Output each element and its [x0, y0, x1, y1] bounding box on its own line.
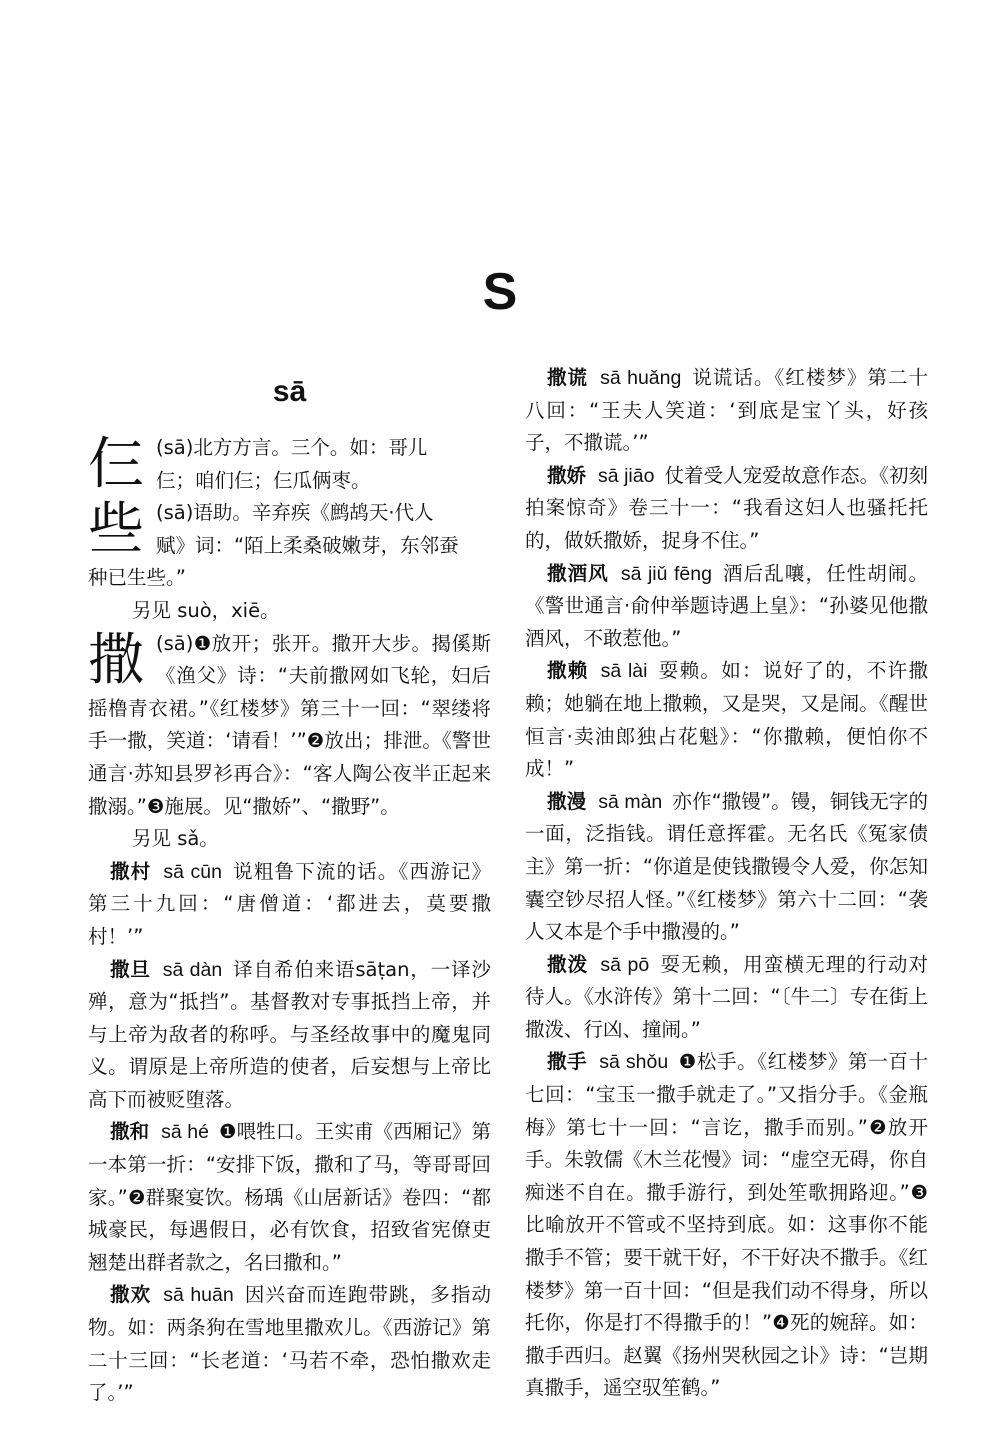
compound-entry	[525, 655, 928, 785]
compound-entry	[525, 460, 928, 558]
compound-entry	[88, 856, 491, 954]
left-column	[88, 362, 491, 1410]
entry-word: 撒欢	[110, 1283, 152, 1307]
entry-definition: 耍无赖，用蛮横无理的行动对待人。《水浒传》第十二回：“〔牛二〕专在街上撒泼、行凶、撞闹。”	[525, 952, 928, 1041]
entry-word: 撒漫	[547, 789, 587, 813]
entry-definition: 因兴奋而连跑带跳，多指动物。如：两条狗在雪地里撒欢儿。《西游记》第二十三回：“长老道：‘马若不牵，恐怕撒欢走了。’”	[88, 1283, 491, 1405]
entry-pinyin: sā pō	[600, 953, 650, 976]
entry-word: 撒娇	[547, 463, 587, 487]
compound-entry	[525, 786, 928, 949]
entry-word: 撒谎	[547, 366, 589, 389]
entry-definition: 说粗鲁下流的话。《西游记》第三十九回：“唐僧道：‘都进去，莫要撒村！’”	[88, 859, 491, 948]
char-entry-sa-three	[88, 432, 491, 497]
entry-definition: 酒后乱嚷，任性胡闹。《警世通言·俞仲举题诗遇上皇》：“孙婆见他撒酒风，不敢惹他。”	[525, 561, 928, 650]
entry-pinyin: sā huān	[163, 1284, 234, 1307]
definition-line: (sā)语助。辛弃疾《鹧鸪天·代人	[156, 501, 434, 525]
compound-entry	[525, 1046, 928, 1405]
definition-line: 仨；咱们仨；仨瓜俩枣。	[156, 468, 371, 492]
entry-pinyin: sā hé	[161, 1121, 209, 1144]
entry-definition: 仗着受人宠爱故意作态。《初刻拍案惊奇》卷三十一：“我看这妇人也骚托托的，做妖撒娇，捉身不住。”	[525, 463, 928, 552]
compound-entry	[525, 362, 928, 460]
entry-definition: ❶喂牲口。王实甫《西厢记》第一本第一折：“安排下饭，撒和了马，等哥哥回家。”❷群聚宴饮。杨瑀《山居新话》卷四：“都城豪民，每遇假日，必有饮食，招致省宪僚吏翘楚出群者款之，名曰撒和。”	[88, 1120, 491, 1274]
compound-entry	[88, 954, 491, 1117]
char-entry-sa-particle	[88, 497, 491, 595]
headword-char: 些	[88, 497, 144, 563]
entry-definition: 耍赖。如：说好了的，不许撒赖；她躺在地上撒赖，又是哭，又是闹。《醒世恒言·卖油郎独占花魁》：“你撒赖，便怕你不成！”	[525, 659, 928, 781]
entry-word: 撒村	[110, 859, 152, 883]
entry-definition: 亦作“撒镘”。镘，铜钱无字的一面，泛指钱。谓任意挥霍。无名氏《冤家债主》第一折：“你道是使钱撒镘令人爱，你怎知囊空钞尽招人怪。”《红楼梦》第六十二回：“袭人又本是个手中撒漫的。”	[525, 789, 928, 944]
entry-word: 撒手	[547, 1050, 588, 1074]
entry-word: 撒泼	[547, 952, 589, 976]
entry-pinyin: sā cūn	[163, 860, 222, 883]
entry-pinyin: sā màn	[598, 790, 663, 813]
syllable-heading: sā	[272, 375, 307, 408]
cross-reference: 另见 sǎ。	[132, 827, 219, 851]
section-letter: S	[482, 263, 518, 321]
headword-char: 撒	[88, 627, 144, 693]
entry-pinyin: sā huǎng	[600, 367, 682, 389]
entry-definition: 说谎话。《红楼梦》第二十八回：“王夫人笑道：‘到底是宝丫头，好孩子，不撒谎。’”	[525, 366, 928, 455]
right-column	[525, 362, 928, 1405]
compound-entry	[88, 1116, 491, 1279]
definition-line: (sā)北方方言。三个。如：哥儿	[156, 436, 428, 459]
entry-pinyin: sā jiǔ fēng	[620, 562, 712, 585]
compound-entry	[88, 1279, 491, 1409]
entry-pinyin: sā shǒu	[599, 1051, 669, 1074]
definition-line: 赋》词：“陌上柔桑破嫩芽，东邻蚕	[156, 533, 459, 557]
entry-pinyin: sā dàn	[162, 958, 223, 981]
entry-word: 撒和	[110, 1120, 150, 1144]
definition-text: (sā)❶放开；张开。撒开大步。揭傒斯《渔父》诗：“夫前撒网如飞轮，妇后摇橹青衣裙。”《红楼梦》第三十一回：“翠缕将手一撒，笑道：‘请看！’”❷放出；排泄。《警世通言·苏知县罗衫再合》：“客人陶公夜半正起来撒溺。”❸施展。见“撒娇”、“撒野”。	[88, 631, 491, 818]
headword-char: 仨	[88, 432, 144, 497]
entry-definition: 译自希伯来语sāṭan，一译沙殚，意为“抵挡”。基督教对专事抵挡上帝，并与上帝为敌者的称呼。与圣经故事中的魔鬼同义。谓原是上帝所造的使者，后妄想与上帝比高下而被贬堕落。	[88, 957, 491, 1111]
entry-definition: ❶松手。《红楼梦》第一百十七回：“宝玉一撒手就走了。”又指分手。《金瓶梅》第七十一回：“言讫，撒手而别。”❷放开手。朱敦儒《木兰花慢》词：“虚空无碍，你自痴迷不自在。撒手游行，到处笙歌拥路迎。”❸比喻放开不管或不坚持到底。如：这事你不能撒手不管；要干就干好，不干好决不撒手。《红楼梦》第一百十回：“但是我们动不得身，所以托你，你是打不得撒手的！”❹死的婉辞。如：撒手西归。赵翼《扬州哭秋园之讣》诗：“岂期真撒手，遥空驭笙鹤。”	[525, 1050, 928, 1400]
entry-pinyin: sā jiāo	[598, 464, 655, 487]
entry-pinyin: sā lài	[600, 660, 648, 683]
entry-word: 撒赖	[547, 659, 589, 683]
entry-word: 撒酒风	[547, 561, 609, 585]
entry-word: 撒旦	[110, 957, 151, 981]
compound-entry	[525, 949, 928, 1047]
cross-reference: 另见 suò，xiē。	[132, 598, 280, 622]
definition-line: 种已生些。”	[88, 566, 186, 590]
compound-entry	[525, 558, 928, 656]
char-entry-sa-scatter	[88, 628, 491, 824]
